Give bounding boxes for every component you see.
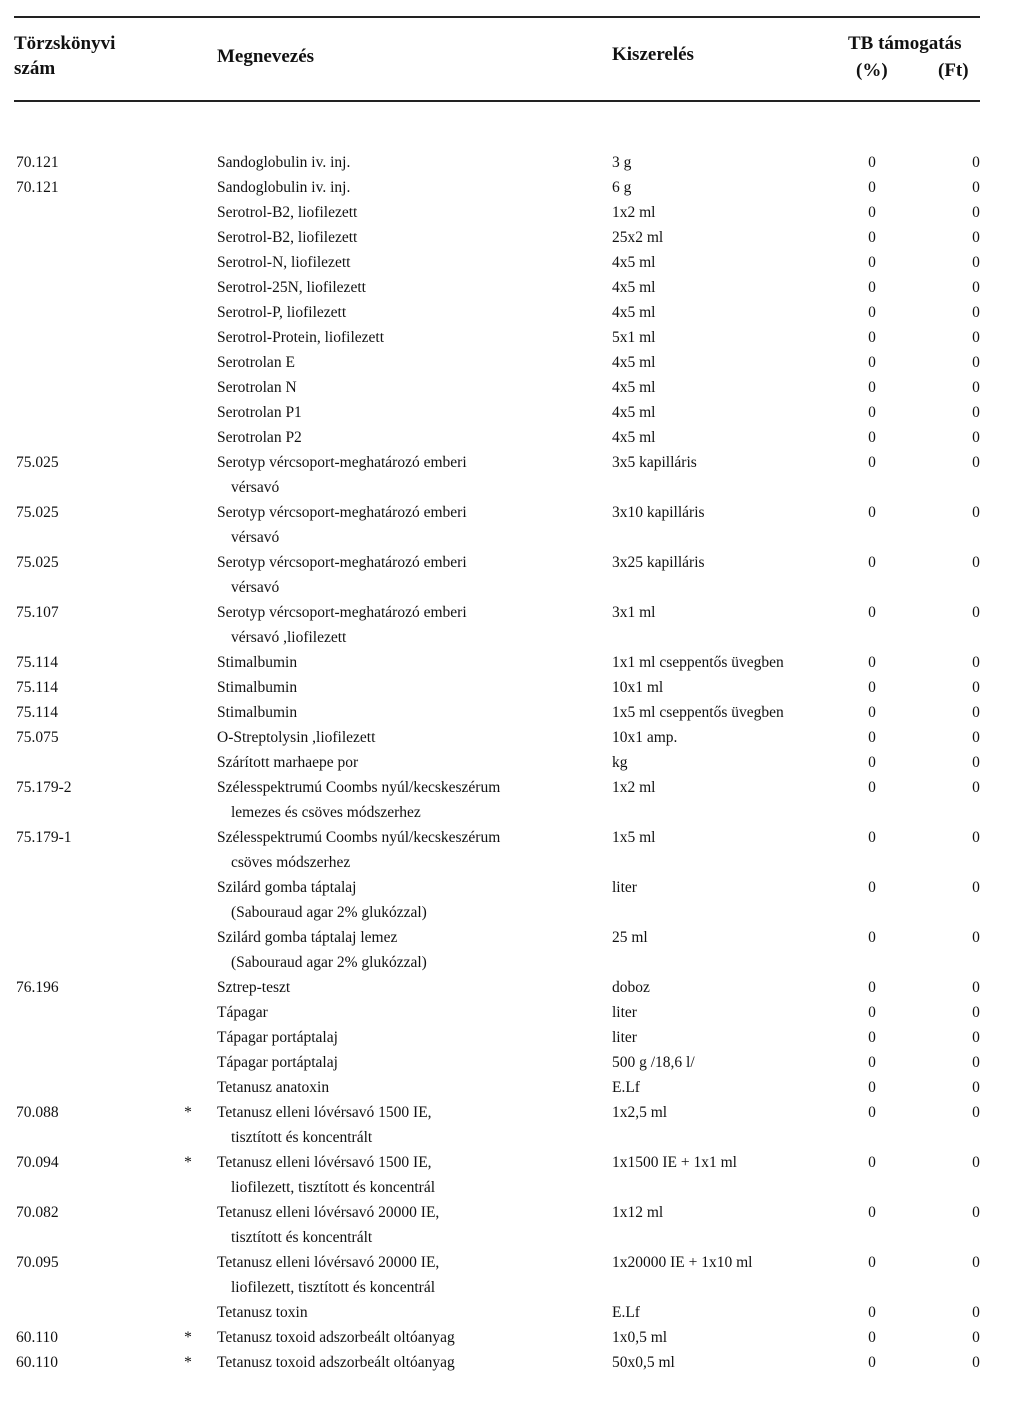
- table-row: [0, 300, 1010, 325]
- subsidy-percent: 0: [868, 1054, 876, 1071]
- product-name-continuation: lemezes és csöves módszerhez: [231, 804, 421, 821]
- header-rule: [14, 100, 980, 102]
- table-row: [0, 650, 1010, 675]
- subsidy-percent: 0: [868, 829, 876, 846]
- product-name-line: Serotrolan P2: [217, 429, 302, 446]
- subsidy-ft: 0: [972, 1304, 980, 1321]
- product-name-continuation: (Sabouraud agar 2% glukózzal): [231, 954, 427, 971]
- packaging: 1x0,5 ml: [612, 1329, 668, 1346]
- product-name-line: Tetanusz elleni lóvérsavó 20000 IE,: [217, 1204, 440, 1221]
- header-code: [14, 31, 115, 81]
- table-row: [0, 400, 1010, 425]
- packaging: 1x5 ml cseppentős üvegben: [612, 704, 784, 721]
- table-row: [0, 1000, 1010, 1025]
- packaging: 4x5 ml: [612, 379, 656, 396]
- product-name-line: Serotrol-B2, liofilezett: [217, 204, 358, 221]
- product-name-line: Serotrol-P, liofilezett: [217, 304, 347, 321]
- subsidy-percent: 0: [868, 729, 876, 746]
- subsidy-percent: 0: [868, 204, 876, 221]
- table-row: [0, 700, 1010, 725]
- table-row: [0, 150, 1010, 175]
- table-row: [0, 775, 1010, 825]
- product-name-line: Sandoglobulin iv. inj.: [217, 154, 351, 171]
- header-ft: (Ft): [938, 60, 969, 81]
- subsidy-percent: 0: [868, 254, 876, 271]
- product-name-line: Stimalbumin: [217, 654, 298, 671]
- product-name-continuation: vérsavó: [231, 579, 280, 596]
- product-name-line: Serotrol-N, liofilezett: [217, 254, 351, 271]
- product-name-line: Serotyp vércsoport-meghatározó emberi: [217, 604, 467, 621]
- product-name: [217, 750, 358, 775]
- product-name: [217, 1300, 308, 1325]
- subsidy-percent: 0: [868, 679, 876, 696]
- packaging: 1x1500 IE + 1x1 ml: [612, 1154, 737, 1171]
- subsidy-ft: 0: [972, 1204, 980, 1221]
- table-row: [0, 925, 1010, 975]
- registration-number: 75.179-2: [16, 779, 72, 796]
- product-name: [217, 550, 467, 600]
- header-pack: Kiszerelés: [612, 44, 694, 65]
- product-name: [217, 325, 384, 350]
- table-row: [0, 1050, 1010, 1075]
- subsidy-percent: 0: [868, 1029, 876, 1046]
- product-name-line: Serotrol-Protein, liofilezett: [217, 329, 385, 346]
- table-row: [0, 1325, 1010, 1350]
- header-tb: TB támogatás: [848, 33, 962, 54]
- subsidy-percent: 0: [868, 879, 876, 896]
- table-row: [0, 425, 1010, 450]
- table-row: [0, 550, 1010, 600]
- packaging: liter: [612, 1029, 637, 1046]
- product-name-continuation: liofilezett, tisztított és koncentrál: [231, 1179, 436, 1196]
- subsidy-ft: 0: [972, 654, 980, 671]
- packaging: 3x10 kapilláris: [612, 504, 705, 521]
- product-name-line: Tápagar: [217, 1004, 268, 1021]
- subsidy-ft: 0: [972, 429, 980, 446]
- packaging: 4x5 ml: [612, 354, 656, 371]
- subsidy-percent: 0: [868, 779, 876, 796]
- product-name: [217, 1150, 435, 1200]
- subsidy-ft: 0: [972, 929, 980, 946]
- product-name: [217, 600, 467, 650]
- subsidy-ft: 0: [972, 254, 980, 271]
- product-name: [217, 725, 375, 750]
- packaging: 25 ml: [612, 929, 648, 946]
- registration-number: 70.088: [16, 1104, 59, 1121]
- product-name-line: Tetanusz anatoxin: [217, 1079, 330, 1096]
- product-name-line: Serotyp vércsoport-meghatározó emberi: [217, 554, 467, 571]
- product-name-line: O-Streptolysin ,liofilezett: [217, 729, 376, 746]
- packaging: 3x1 ml: [612, 604, 656, 621]
- table-row: [0, 600, 1010, 650]
- product-name-line: Stimalbumin: [217, 704, 298, 721]
- subsidy-ft: 0: [972, 754, 980, 771]
- packaging: kg: [612, 754, 628, 771]
- subsidy-ft: 0: [972, 1154, 980, 1171]
- product-name-continuation: vérsavó ,liofilezett: [231, 629, 347, 646]
- subsidy-percent: 0: [868, 304, 876, 321]
- table-row: [0, 1250, 1010, 1300]
- subsidy-ft: 0: [972, 604, 980, 621]
- product-name-line: Tetanusz elleni lóvérsavó 20000 IE,: [217, 1254, 440, 1271]
- registration-number: 75.114: [16, 654, 59, 671]
- subsidy-percent: 0: [868, 979, 876, 996]
- table-row: [0, 875, 1010, 925]
- table-row: [0, 275, 1010, 300]
- packaging: 500 g /18,6 l/: [612, 1054, 695, 1071]
- subsidy-percent: 0: [868, 329, 876, 346]
- packaging: 25x2 ml: [612, 229, 664, 246]
- product-name: [217, 1050, 338, 1075]
- table-row: [0, 725, 1010, 750]
- packaging: liter: [612, 1004, 637, 1021]
- table-row: [0, 1350, 1010, 1375]
- product-name: [217, 450, 467, 500]
- subsidy-percent: 0: [868, 1354, 876, 1371]
- table-row: [0, 1150, 1010, 1200]
- product-name: [217, 1350, 455, 1375]
- subsidy-ft: 0: [972, 554, 980, 571]
- subsidy-percent: 0: [868, 404, 876, 421]
- subsidy-ft: 0: [972, 879, 980, 896]
- product-name: [217, 775, 500, 825]
- subsidy-ft: 0: [972, 1029, 980, 1046]
- subsidy-ft: 0: [972, 829, 980, 846]
- packaging: 4x5 ml: [612, 279, 656, 296]
- registration-number: 76.196: [16, 979, 59, 996]
- packaging: 1x2,5 ml: [612, 1104, 668, 1121]
- product-table: [0, 150, 1010, 1375]
- product-name-line: Serotyp vércsoport-meghatározó emberi: [217, 454, 467, 471]
- product-name: [217, 1075, 329, 1100]
- asterisk-mark: *: [184, 1329, 192, 1346]
- subsidy-ft: 0: [972, 979, 980, 996]
- product-name-continuation: (Sabouraud agar 2% glukózzal): [231, 904, 427, 921]
- table-row: [0, 350, 1010, 375]
- table-row: [0, 325, 1010, 350]
- packaging: 1x2 ml: [612, 779, 656, 796]
- product-name: [217, 1325, 455, 1350]
- table-row: [0, 1300, 1010, 1325]
- subsidy-ft: 0: [972, 679, 980, 696]
- registration-number: 70.095: [16, 1254, 59, 1271]
- subsidy-percent: 0: [868, 154, 876, 171]
- subsidy-percent: 0: [868, 1004, 876, 1021]
- registration-number: 75.179-1: [16, 829, 72, 846]
- product-name-line: Tápagar portáptalaj: [217, 1029, 338, 1046]
- packaging: doboz: [612, 979, 650, 996]
- product-name-continuation: tisztított és koncentrált: [231, 1129, 373, 1146]
- registration-number: 70.094: [16, 1154, 59, 1171]
- product-name-continuation: vérsavó: [231, 479, 280, 496]
- subsidy-ft: 0: [972, 229, 980, 246]
- packaging: 1x12 ml: [612, 1204, 664, 1221]
- product-name-line: Serotyp vércsoport-meghatározó emberi: [217, 504, 467, 521]
- product-name: [217, 875, 427, 925]
- registration-number: 75.025: [16, 454, 59, 471]
- table-row: [0, 1100, 1010, 1150]
- table-row: [0, 1025, 1010, 1050]
- subsidy-ft: 0: [972, 779, 980, 796]
- subsidy-percent: 0: [868, 1204, 876, 1221]
- registration-number: 70.082: [16, 1204, 59, 1221]
- packaging: 1x20000 IE + 1x10 ml: [612, 1254, 753, 1271]
- asterisk-mark: *: [184, 1154, 192, 1171]
- table-row: [0, 200, 1010, 225]
- packaging: 4x5 ml: [612, 254, 656, 271]
- packaging: E.Lf: [612, 1079, 640, 1096]
- subsidy-percent: 0: [868, 1079, 876, 1096]
- subsidy-percent: 0: [868, 379, 876, 396]
- subsidy-percent: 0: [868, 179, 876, 196]
- packaging: 5x1 ml: [612, 329, 656, 346]
- packaging: 1x5 ml: [612, 829, 656, 846]
- table-row: [0, 825, 1010, 875]
- table-row: [0, 1200, 1010, 1250]
- subsidy-ft: 0: [972, 1054, 980, 1071]
- subsidy-ft: 0: [972, 1329, 980, 1346]
- product-name-continuation: liofilezett, tisztított és koncentrál: [231, 1279, 436, 1296]
- product-name: [217, 975, 290, 1000]
- subsidy-percent: 0: [868, 754, 876, 771]
- registration-number: 70.121: [16, 179, 59, 196]
- product-name-line: Tetanusz toxoid adszorbeált oltóanyag: [217, 1329, 455, 1346]
- packaging: 3 g: [612, 154, 632, 171]
- subsidy-ft: 0: [972, 1004, 980, 1021]
- packaging: 1x1 ml cseppentős üvegben: [612, 654, 784, 671]
- subsidy-ft: 0: [972, 1104, 980, 1121]
- packaging: 4x5 ml: [612, 304, 656, 321]
- product-name-line: Tetanusz elleni lóvérsavó 1500 IE,: [217, 1154, 432, 1171]
- table-row: [0, 1075, 1010, 1100]
- header-pct: (%): [856, 60, 888, 81]
- subsidy-ft: 0: [972, 729, 980, 746]
- subsidy-ft: 0: [972, 179, 980, 196]
- product-name-line: Serotrolan P1: [217, 404, 302, 421]
- registration-number: 70.121: [16, 154, 59, 171]
- subsidy-ft: 0: [972, 454, 980, 471]
- product-name: [217, 1000, 268, 1025]
- subsidy-ft: 0: [972, 154, 980, 171]
- subsidy-ft: 0: [972, 379, 980, 396]
- product-name-continuation: csöves módszerhez: [231, 854, 351, 871]
- registration-number: 75.025: [16, 504, 59, 521]
- registration-number: 60.110: [16, 1329, 59, 1346]
- subsidy-ft: 0: [972, 204, 980, 221]
- product-name: [217, 700, 297, 725]
- subsidy-percent: 0: [868, 554, 876, 571]
- product-name-line: Tápagar portáptalaj: [217, 1054, 338, 1071]
- registration-number: 75.107: [16, 604, 59, 621]
- product-name-line: Tetanusz elleni lóvérsavó 1500 IE,: [217, 1104, 432, 1121]
- product-name-line: Serotrol-B2, liofilezett: [217, 229, 358, 246]
- product-name: [217, 650, 297, 675]
- packaging: 1x2 ml: [612, 204, 656, 221]
- subsidy-percent: 0: [868, 1154, 876, 1171]
- table-row: [0, 250, 1010, 275]
- product-name-line: Szélesspektrumú Coombs nyúl/kecskeszérum: [217, 829, 501, 846]
- subsidy-ft: 0: [972, 404, 980, 421]
- product-name: [217, 675, 297, 700]
- asterisk-mark: *: [184, 1104, 192, 1121]
- packaging: 10x1 amp.: [612, 729, 678, 746]
- product-name: [217, 1025, 338, 1050]
- table-row: [0, 175, 1010, 200]
- subsidy-percent: 0: [868, 504, 876, 521]
- product-name-line: Szélesspektrumú Coombs nyúl/kecskeszérum: [217, 779, 501, 796]
- packaging: 10x1 ml: [612, 679, 664, 696]
- packaging: 50x0,5 ml: [612, 1354, 675, 1371]
- product-name: [217, 150, 350, 175]
- registration-number: 75.025: [16, 554, 59, 571]
- product-name: [217, 350, 295, 375]
- subsidy-percent: 0: [868, 1329, 876, 1346]
- subsidy-percent: 0: [868, 654, 876, 671]
- packaging: E.Lf: [612, 1304, 640, 1321]
- product-name: [217, 175, 350, 200]
- subsidy-ft: 0: [972, 1354, 980, 1371]
- registration-number: 60.110: [16, 1354, 59, 1371]
- header-code-line1: Törzskönyvi: [14, 33, 116, 54]
- product-name: [217, 200, 357, 225]
- registration-number: 75.075: [16, 729, 59, 746]
- product-name: [217, 375, 297, 400]
- packaging: 4x5 ml: [612, 429, 656, 446]
- table-row: [0, 975, 1010, 1000]
- asterisk-mark: *: [184, 1354, 192, 1371]
- table-row: [0, 375, 1010, 400]
- product-name-line: Serotrol-25N, liofilezett: [217, 279, 366, 296]
- subsidy-percent: 0: [868, 1304, 876, 1321]
- product-name: [217, 275, 366, 300]
- product-name: [217, 500, 467, 550]
- subsidy-percent: 0: [868, 229, 876, 246]
- table-row: [0, 225, 1010, 250]
- product-name-continuation: vérsavó: [231, 529, 280, 546]
- subsidy-percent: 0: [868, 429, 876, 446]
- product-name-line: Sandoglobulin iv. inj.: [217, 179, 351, 196]
- subsidy-ft: 0: [972, 504, 980, 521]
- subsidy-percent: 0: [868, 704, 876, 721]
- packaging: 3x25 kapilláris: [612, 554, 705, 571]
- subsidy-percent: 0: [868, 604, 876, 621]
- table-row: [0, 450, 1010, 500]
- subsidy-ft: 0: [972, 329, 980, 346]
- header-name: Megnevezés: [217, 46, 315, 67]
- product-name: [217, 400, 302, 425]
- subsidy-percent: 0: [868, 1104, 876, 1121]
- product-name: [217, 1200, 439, 1250]
- subsidy-percent: 0: [868, 279, 876, 296]
- top-rule: [14, 16, 980, 18]
- registration-number: 75.114: [16, 704, 59, 721]
- subsidy-ft: 0: [972, 1079, 980, 1096]
- subsidy-ft: 0: [972, 354, 980, 371]
- product-name-continuation: tisztított és koncentrált: [231, 1229, 373, 1246]
- product-name: [217, 425, 302, 450]
- product-name-line: Szárított marhaepe por: [217, 754, 359, 771]
- product-name-line: Serotrolan E: [217, 354, 295, 371]
- table-row: [0, 500, 1010, 550]
- subsidy-ft: 0: [972, 304, 980, 321]
- product-name: [217, 825, 500, 875]
- table-row: [0, 675, 1010, 700]
- product-name: [217, 1250, 439, 1300]
- product-name-line: Tetanusz toxoid adszorbeált oltóanyag: [217, 1354, 455, 1371]
- table-row: [0, 750, 1010, 775]
- product-name: [217, 250, 350, 275]
- product-name-line: Szilárd gomba táptalaj lemez: [217, 929, 398, 946]
- subsidy-percent: 0: [868, 929, 876, 946]
- packaging: liter: [612, 879, 637, 896]
- packaging: 4x5 ml: [612, 404, 656, 421]
- subsidy-ft: 0: [972, 1254, 980, 1271]
- product-name: [217, 225, 357, 250]
- subsidy-ft: 0: [972, 279, 980, 296]
- product-name-line: Tetanusz toxin: [217, 1304, 308, 1321]
- subsidy-percent: 0: [868, 1254, 876, 1271]
- subsidy-percent: 0: [868, 454, 876, 471]
- subsidy-ft: 0: [972, 704, 980, 721]
- product-name: [217, 1100, 432, 1150]
- subsidy-percent: 0: [868, 354, 876, 371]
- product-name: [217, 300, 346, 325]
- packaging: 3x5 kapilláris: [612, 454, 697, 471]
- header-code-line2: szám: [14, 58, 56, 79]
- registration-number: 75.114: [16, 679, 59, 696]
- product-name-line: Stimalbumin: [217, 679, 298, 696]
- product-name-line: Szilárd gomba táptalaj: [217, 879, 357, 896]
- product-name: [217, 925, 427, 975]
- packaging: 6 g: [612, 179, 632, 196]
- product-name-line: Sztrep-teszt: [217, 979, 291, 996]
- product-name-line: Serotrolan N: [217, 379, 297, 396]
